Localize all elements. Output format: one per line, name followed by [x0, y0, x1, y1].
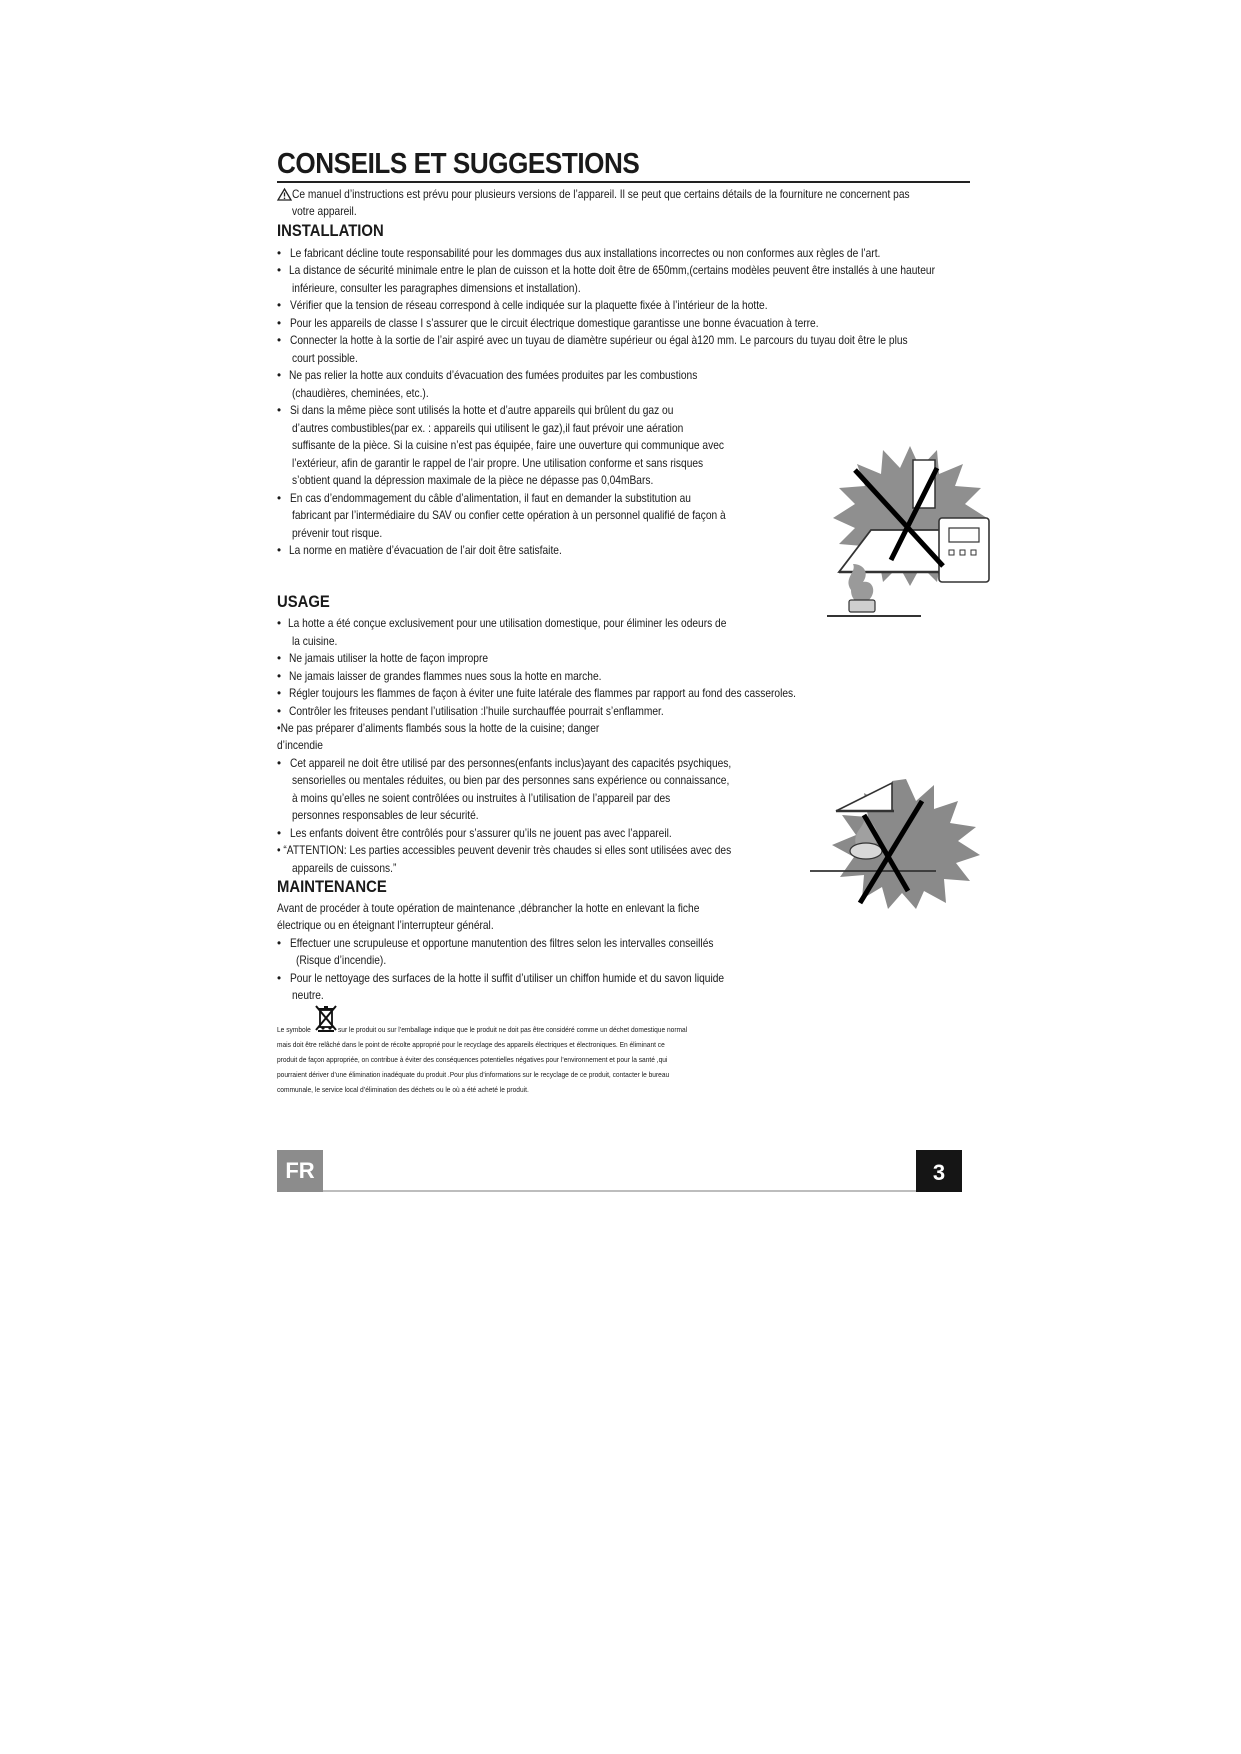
bullet-icon: • — [277, 369, 282, 382]
installation-line: suffisante de la pièce. Si la cuisine n’est pas équipée, faire une ouverture qui communique avec — [292, 439, 724, 452]
installation-line: La distance de sécurité minimale entre le plan de cuisson et la hotte doit être de 650mm,(certains modèles peuvent être installés à une hauteur — [289, 264, 935, 277]
installation-line: Connecter la hotte à la sortie de l’air aspiré avec un tuyau de diamètre supérieur ou égal à120 mm. Le parcours du tuyau doit être le plus — [290, 334, 908, 347]
language-badge: FR — [277, 1150, 323, 1192]
maintenance-line: (Risque d’incendie). — [296, 954, 387, 967]
bullet-icon: • — [277, 937, 282, 950]
usage-line: Cet appareil ne doit être utilisé par des personnes(enfants inclus)ayant des capacités psychiques, — [290, 757, 732, 770]
section-heading-maintenance: MAINTENANCE — [277, 878, 387, 896]
installation-line: court possible. — [292, 352, 358, 365]
bullet-icon: • — [277, 317, 282, 330]
installation-line: fabricant par l’intermédiaire du SAV ou confier cette opération à un personnel qualifié de façon à — [292, 509, 726, 522]
maintenance-line: électrique ou en éteignant l’interrupteur général. — [277, 919, 494, 932]
installation-line: prévenir tout risque. — [292, 527, 383, 540]
bullet-icon: • — [277, 247, 282, 260]
footer-rule — [322, 1190, 916, 1192]
no-gas-appliances-illustration — [825, 440, 995, 630]
bullet-icon: • — [277, 299, 282, 312]
usage-line: personnes responsables de leur sécurité. — [292, 809, 479, 822]
bullet-icon: • — [277, 670, 282, 683]
usage-line: appareils de cuissons.” — [292, 862, 397, 875]
usage-line: Contrôler les friteuses pendant l’utilisation :l’huile surchauffée pourrait s’enflammer. — [289, 705, 664, 718]
installation-line: s’obtient quand la dépression maximale de la pièce ne dépasse pas 0,04mBars. — [292, 474, 654, 487]
weee-line: communale, le service local d’élimination des déchets ou le où a été acheté le produit. — [277, 1085, 529, 1094]
page-number: 3 — [916, 1150, 962, 1192]
no-flames-under-hood-illustration — [806, 775, 981, 910]
usage-line: à moins qu’elles ne soient contrôlées ou instruites à l’utilisation de l’appareil par des — [292, 792, 671, 805]
installation-line: (chaudières, cheminées, etc.). — [292, 387, 429, 400]
installation-line: Pour les appareils de classe I s’assurer que le circuit électrique domestique garantisse une bonne évacuation à terre. — [290, 317, 819, 330]
crossed-bin-icon — [315, 1004, 337, 1032]
weee-line: sur le produit ou sur l’emballage indique que le produit ne doit pas être considéré comme un déchet domestique normal — [338, 1025, 688, 1034]
usage-line: Ne jamais laisser de grandes flammes nues sous la hotte en marche. — [289, 670, 602, 683]
usage-line: Ne jamais utiliser la hotte de façon impropre — [289, 652, 489, 665]
bullet-icon: • — [277, 404, 282, 417]
bullet-icon: • — [277, 544, 282, 557]
bullet-icon: • — [277, 972, 282, 985]
installation-line: En cas d’endommagement du câble d’alimentation, il faut en demander la substitution au — [290, 492, 691, 505]
installation-line: inférieure, consulter les paragraphes dimensions et installation). — [292, 282, 581, 295]
installation-line: Vérifier que la tension de réseau correspond à celle indiquée sur la plaquette fixée à l’intérieur de la hotte. — [290, 299, 768, 312]
bullet-icon: • — [277, 492, 282, 505]
weee-line: mais doit être relâché dans le point de récolte approprié pour le recyclage des appareils électriques et électroniques. En éliminant ce — [277, 1040, 665, 1049]
usage-line: la cuisine. — [292, 635, 338, 648]
usage-line: d’incendie — [277, 739, 323, 752]
installation-line: Le fabricant décline toute responsabilité pour les dommages dus aux installations incorrectes ou non conformes aux règles de l’art. — [290, 247, 881, 260]
installation-line: La norme en matière d’évacuation de l’air doit être satisfaite. — [289, 544, 562, 557]
maintenance-line: Pour le nettoyage des surfaces de la hotte il suffit d’utiliser un chiffon humide et du savon liquide — [290, 972, 725, 985]
bullet-icon: • — [277, 827, 282, 840]
weee-line: pourraient dériver d’une élimination inadéquate du produit .Pour plus d’informations sur le recyclage de ce produit, contacter le bureau — [277, 1070, 670, 1079]
section-heading-installation: INSTALLATION — [277, 222, 384, 240]
bullet-icon: • — [277, 757, 282, 770]
weee-lead: Le symbole — [277, 1025, 311, 1034]
installation-line: l’extérieur, afin de garantir le rappel de l’air propre. Une utilisation conforme et sans risques — [292, 457, 704, 470]
usage-line: Les enfants doivent être contrôlés pour s’assurer qu’ils ne jouent pas avec l’appareil. — [290, 827, 672, 840]
title-underline — [277, 181, 970, 183]
usage-line: • “ATTENTION: Les parties accessibles peuvent devenir très chaudes si elles sont utilisées avec des — [277, 844, 732, 857]
maintenance-line: neutre. — [292, 989, 324, 1002]
usage-line: La hotte a été conçue exclusivement pour une utilisation domestique, pour éliminer les odeurs de — [288, 617, 727, 630]
section-heading-usage: USAGE — [277, 593, 330, 611]
installation-line: d’autres combustibles(par ex. : appareils qui utilisent le gaz),il faut prévoir une aération — [292, 422, 684, 435]
bullet-icon: • — [277, 652, 282, 665]
page-title: CONSEILS ET SUGGESTIONS — [277, 148, 640, 180]
intro-line: votre appareil. — [292, 205, 357, 218]
maintenance-line: Avant de procéder à toute opération de maintenance ,débrancher la hotte en enlevant la fiche — [277, 902, 700, 915]
installation-line: Ne pas relier la hotte aux conduits d’évacuation des fumées produites par les combustions — [289, 369, 698, 382]
usage-line: •Ne pas préparer d’aliments flambés sous la hotte de la cuisine; danger — [277, 722, 600, 735]
bullet-icon: • — [277, 334, 282, 347]
bullet-icon: • — [277, 705, 282, 718]
installation-line: Si dans la même pièce sont utilisés la hotte et d’autre appareils qui brûlent du gaz ou — [290, 404, 674, 417]
usage-line: sensorielles ou mentales réduites, ou bien par des personnes sans expérience ou connaissance, — [292, 774, 730, 787]
warning-triangle-icon — [277, 188, 292, 201]
usage-line: Régler toujours les flammes de façon à éviter une fuite latérale des flammes par rapport au fond des casseroles. — [289, 687, 796, 700]
intro-line: Ce manuel d’instructions est prévu pour plusieurs versions de l’appareil. Il se peut que certains détails de la fourniture ne concernent pas — [292, 188, 910, 201]
maintenance-line: Effectuer une scrupuleuse et opportune manutention des filtres selon les intervalles conseillés — [290, 937, 714, 950]
bullet-icon: • — [277, 687, 282, 700]
weee-line: produit de façon appropriée, on contribue à éviter des conséquences potentielles négatives pour l’environnement et pour la santé ,qui — [277, 1055, 668, 1064]
bullet-icon: • — [277, 264, 282, 277]
bullet-icon: • — [277, 617, 282, 630]
